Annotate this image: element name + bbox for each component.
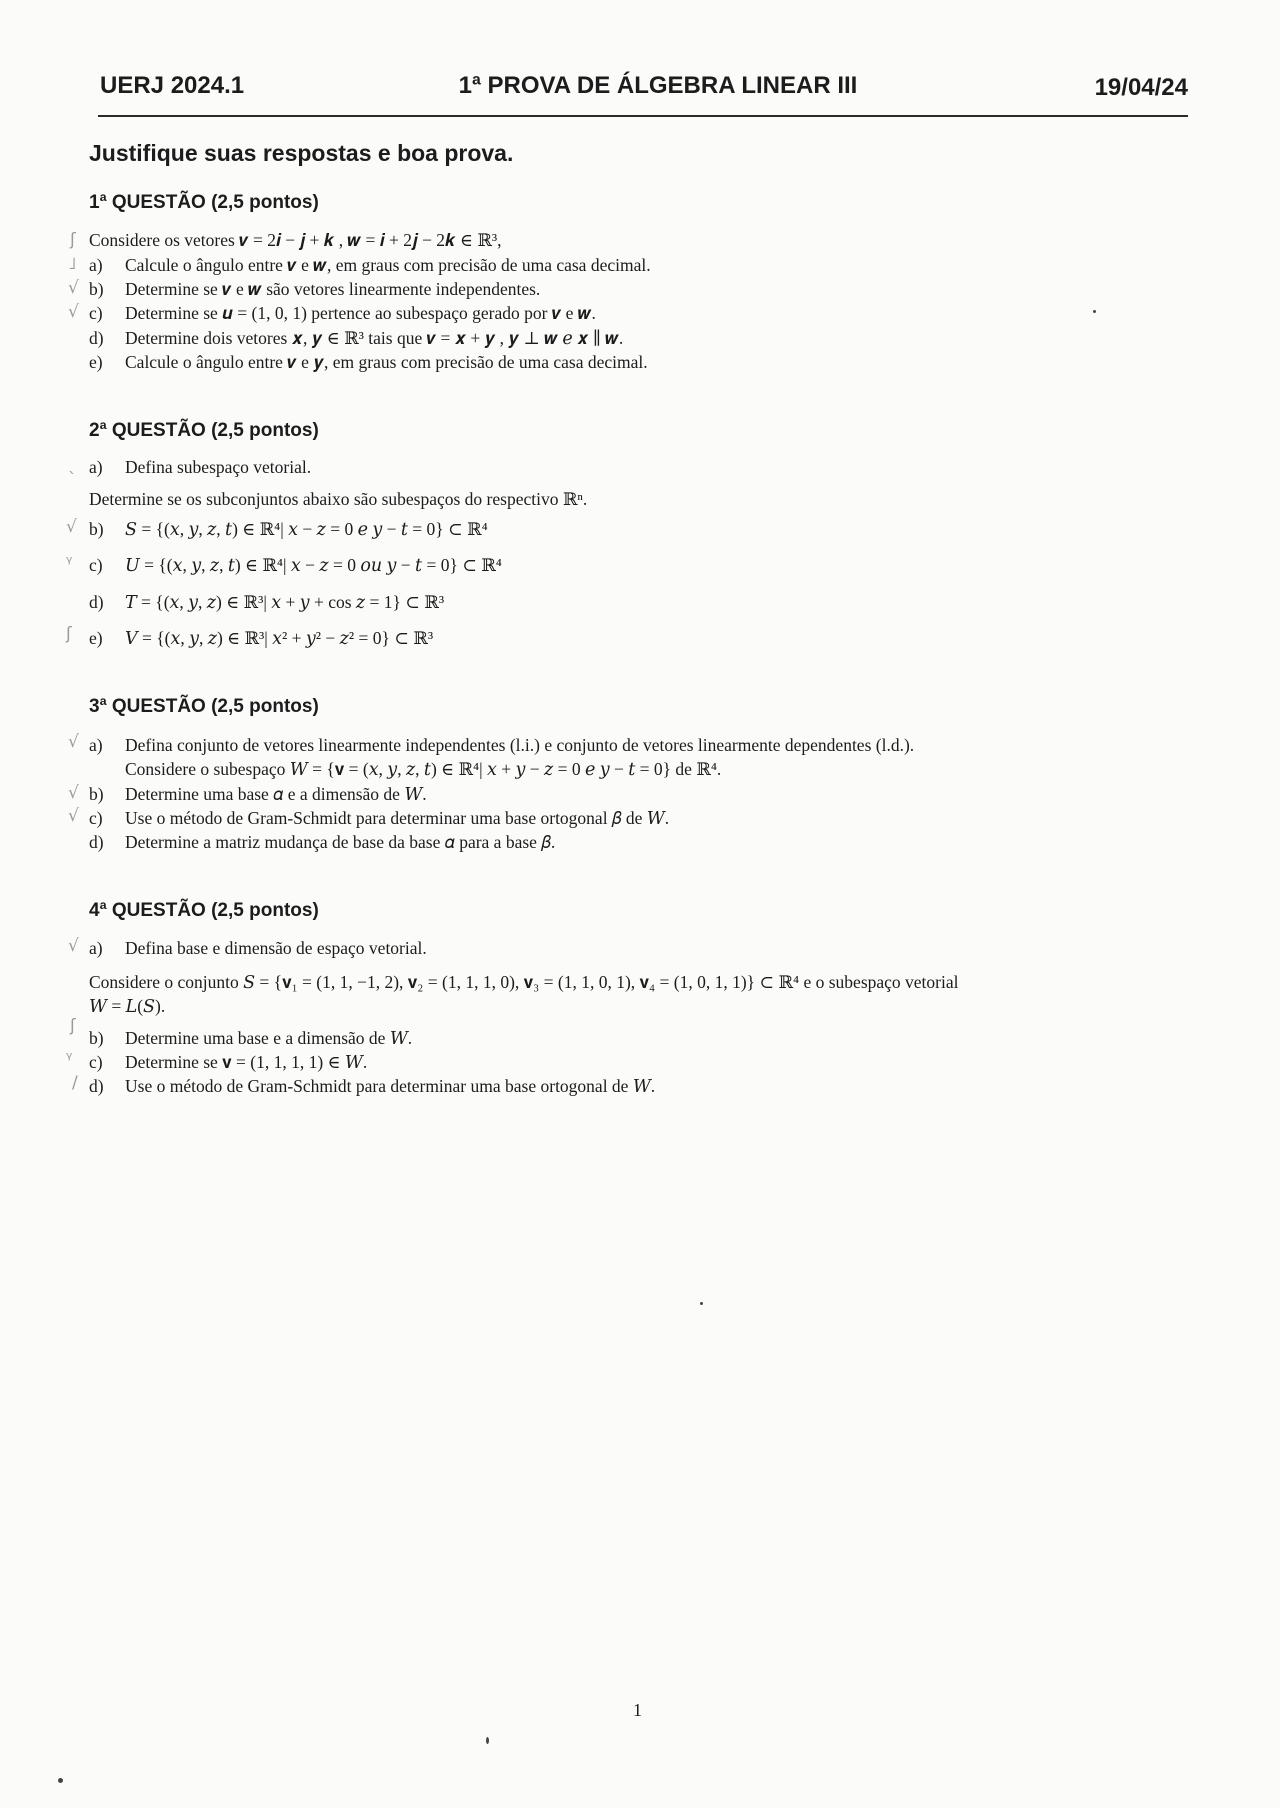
- check-mark: √: [68, 278, 79, 298]
- check-mark: √: [68, 732, 79, 752]
- question-4-item-c: Determine se 𝐯 = (1, 1, 1, 1) ∈ 𝑊.: [125, 1052, 368, 1072]
- item-letter: c): [89, 1052, 103, 1072]
- question-2-statement: Determine se os subconjuntos abaixo são subespaços do respectivo ℝⁿ.: [89, 489, 588, 509]
- question-2-title: 2ª QUESTÃO (2,5 pontos): [89, 420, 319, 441]
- question-3-item-c: Use o método de Gram-Schmidt para determinar uma base ortogonal 𝛽 de 𝑊.: [125, 808, 670, 828]
- item-letter: a): [89, 938, 103, 958]
- item-letter: a): [89, 735, 103, 755]
- intro-text: Justifique suas respostas e boa prova.: [89, 140, 514, 166]
- pencil-mark: ʃ: [70, 1016, 76, 1036]
- item-letter: b): [89, 279, 104, 299]
- header: [98, 66, 1188, 106]
- page-number: 1: [633, 1700, 642, 1720]
- item-letter: c): [89, 808, 103, 828]
- pencil-mark: ᵞ: [66, 1049, 73, 1069]
- item-letter: a): [89, 457, 103, 477]
- question-4-item-b: Determine uma base e a dimensão de 𝑊.: [125, 1028, 413, 1048]
- item-letter: e): [89, 628, 103, 648]
- item-letter: e): [89, 352, 103, 372]
- question-2-item-d: 𝑇 = {(𝑥, 𝑦, 𝑧) ∈ ℝ³| 𝑥 + 𝑦 + cos 𝑧 = 1} ⊂ ℝ³: [125, 592, 445, 612]
- question-1-intro: Considere os vetores 𝒗 = 2𝒊 − 𝒋 + 𝒌 , 𝒘 = 𝒊 + 2𝒋 − 2𝒌 ∈ ℝ³,: [89, 230, 502, 250]
- question-1-title: 1ª QUESTÃO (2,5 pontos): [89, 192, 319, 213]
- question-2-item-b: 𝑆 = {(𝑥, 𝑦, 𝑧, 𝑡) ∈ ℝ⁴| 𝑥 − 𝑧 = 0 𝑒 𝑦 − 𝑡 = 0} ⊂ ℝ⁴: [125, 519, 488, 539]
- question-2-item-c: 𝑈 = {(𝑥, 𝑦, 𝑧, 𝑡) ∈ ℝ⁴| 𝑥 − 𝑧 = 0 𝑜𝑢 𝑦 − 𝑡 = 0} ⊂ ℝ⁴: [125, 555, 502, 575]
- question-4-item-d: Use o método de Gram-Schmidt para determinar uma base ortogonal de 𝑊.: [125, 1076, 656, 1096]
- question-1-item-a: Calcule o ângulo entre 𝒗 e 𝒘, em graus com precisão de uma casa decimal.: [125, 255, 651, 275]
- item-letter: b): [89, 784, 104, 804]
- item-letter: a): [89, 255, 103, 275]
- question-2-item-e: 𝑉 = {(𝑥, 𝑦, 𝑧) ∈ ℝ³| 𝑥² + 𝑦² − 𝑧² = 0} ⊂ ℝ³: [125, 628, 434, 648]
- check-mark: √: [68, 806, 79, 826]
- exam-date: 19/04/24: [1094, 74, 1188, 101]
- question-1-item-d: Determine dois vetores 𝒙, 𝒚 ∈ ℝ³ tais que 𝒗 = 𝒙 + 𝒚 , 𝒚 ⊥ 𝒘 𝑒 𝒙 ∥ 𝒘.: [125, 328, 624, 348]
- question-1-item-e: Calcule o ângulo entre 𝒗 e 𝒚, em graus com precisão de uma casa decimal.: [125, 352, 648, 372]
- question-3-subspace: Considere o subespaço 𝑊 = {𝐯 = (𝑥, 𝑦, 𝑧, 𝑡) ∈ ℝ⁴| 𝑥 + 𝑦 − 𝑧 = 0 𝑒 𝑦 − 𝑡 = 0} de ℝ⁴.: [125, 759, 722, 779]
- item-letter: d): [89, 592, 104, 612]
- check-mark: √: [66, 517, 77, 537]
- scan-speck: [58, 1778, 63, 1783]
- question-4-title: 4ª QUESTÃO (2,5 pontos): [89, 900, 319, 921]
- item-letter: d): [89, 832, 104, 852]
- pencil-mark: /: [72, 1073, 78, 1093]
- item-letter: b): [89, 1028, 104, 1048]
- pencil-mark: ˎ: [68, 455, 77, 475]
- item-letter: d): [89, 1076, 104, 1096]
- question-3-item-a: Defina conjunto de vetores linearmente independentes (l.i.) e conjunto de vetores linearmente dependentes (l.d.).: [125, 735, 915, 755]
- question-3-item-b: Determine uma base 𝛼 e a dimensão de 𝑊.: [125, 784, 427, 804]
- question-2-item-a: Defina subespaço vetorial.: [125, 457, 312, 477]
- institution-label: UERJ 2024.1: [100, 72, 245, 99]
- exam-title: 1ª PROVA DE ÁLGEBRA LINEAR III: [458, 72, 858, 99]
- item-letter: c): [89, 555, 103, 575]
- question-3-title: 3ª QUESTÃO (2,5 pontos): [89, 696, 319, 717]
- check-mark: √: [68, 783, 79, 803]
- scan-speck: [700, 1302, 703, 1305]
- question-1-item-b: Determine se 𝒗 e 𝒘 são vetores linearmente independentes.: [125, 279, 541, 299]
- question-4-set-cont: 𝑊 = 𝐿(𝑆).: [89, 996, 166, 1016]
- item-letter: d): [89, 328, 104, 348]
- question-3-item-d: Determine a matriz mudança de base da base 𝛼 para a base 𝛽.: [125, 832, 556, 852]
- pencil-mark: ᵞ: [66, 553, 73, 573]
- item-letter: c): [89, 303, 103, 323]
- question-4-item-a: Defina base e dimensão de espaço vetorial.: [125, 938, 427, 958]
- header-rule: [98, 115, 1188, 117]
- question-1-item-c: Determine se 𝒖 = (1, 0, 1) pertence ao subespaço gerado por 𝒗 e 𝒘.: [125, 303, 596, 323]
- check-mark: √: [68, 302, 79, 322]
- scan-speck: [1093, 310, 1096, 313]
- question-4-set: Considere o conjunto 𝑆 = {𝐯₁ = (1, 1, −1, 2), 𝐯₂ = (1, 1, 1, 0), 𝐯₃ = (1, 1, 0, 1), 𝐯₄ = (1, 0, 1, 1)} ⊂ ℝ⁴ e o subespaço vetorial: [89, 972, 959, 992]
- item-letter: b): [89, 519, 104, 539]
- scan-speck: [486, 1737, 489, 1744]
- pencil-mark: ʃ: [70, 230, 76, 250]
- pencil-mark: ʃ: [66, 624, 72, 644]
- check-mark: √: [68, 936, 79, 956]
- pencil-mark: ˩: [68, 254, 77, 274]
